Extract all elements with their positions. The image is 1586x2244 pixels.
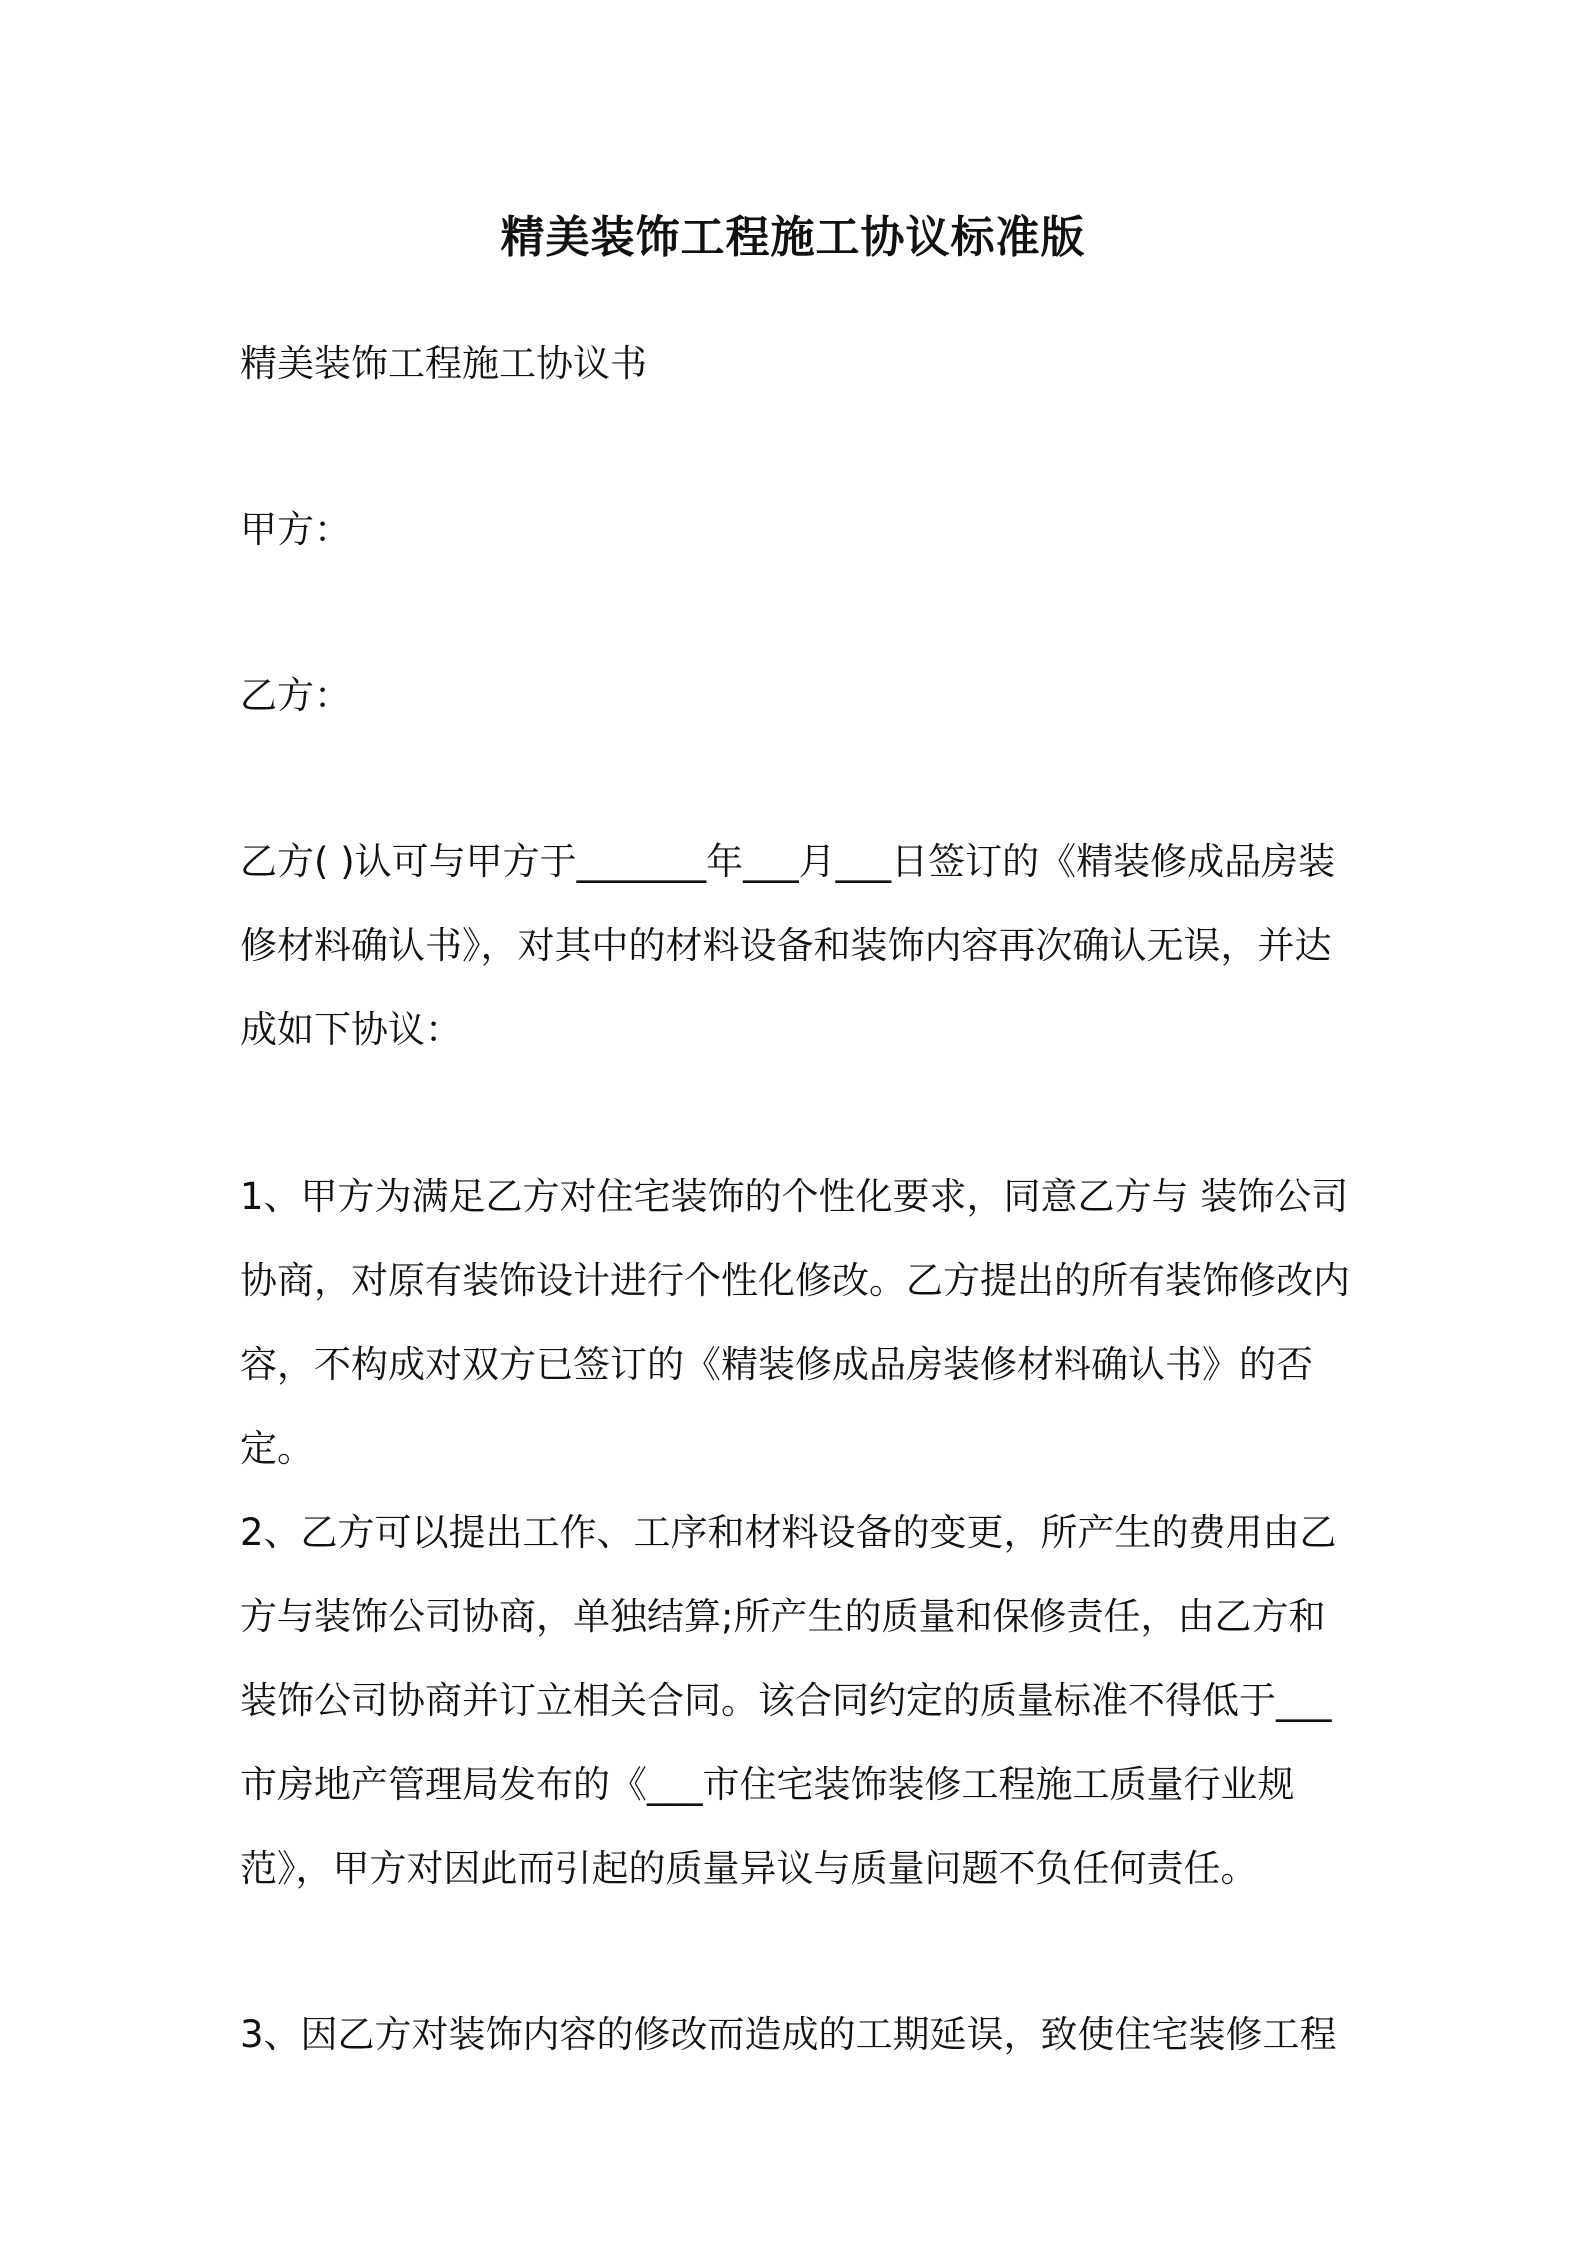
clause-2: 2、乙方可以提出工作、工序和材料设备的变更，所产生的费用由乙方与装饰公司协商，单独结算;所产生的质量和保修责任，由乙方和装饰公司协商并订立相关合同。该合同约定的质量标准不得低于___市房地产管理局发布的《___市住宅装饰装修工程施工质量行业规范》，甲方对因此而引起的质量异议与质量问题不负任何责任。 xyxy=(240,1511,1337,1890)
document-title: 精美装饰工程施工协议标准版 xyxy=(500,212,1086,263)
clause-3: 3、因乙方对装饰内容的修改而造成的工期延误，致使住宅装修工程 xyxy=(240,2013,1337,2056)
intro-paragraph: 乙方( )认可与甲方于_______年___月___日签订的《精装修成品房装修材料确认书》，对其中的材料设备和装饰内容再次确认无误，并达成如下协议： xyxy=(240,840,1336,1051)
agreement-subtitle: 精美装饰工程施工协议书 xyxy=(240,342,647,385)
party-b-label: 乙方： xyxy=(240,674,351,717)
party-a-label: 甲方： xyxy=(240,508,351,551)
clause-1: 1、甲方为满足乙方对住宅装饰的个性化要求，同意乙方与 装饰公司协商，对原有装饰设计进行个性化修改。乙方提出的所有装饰修改内容，不构成对双方已签订的《精装修成品房装修材料确认书》的否定。 xyxy=(240,1175,1350,1470)
